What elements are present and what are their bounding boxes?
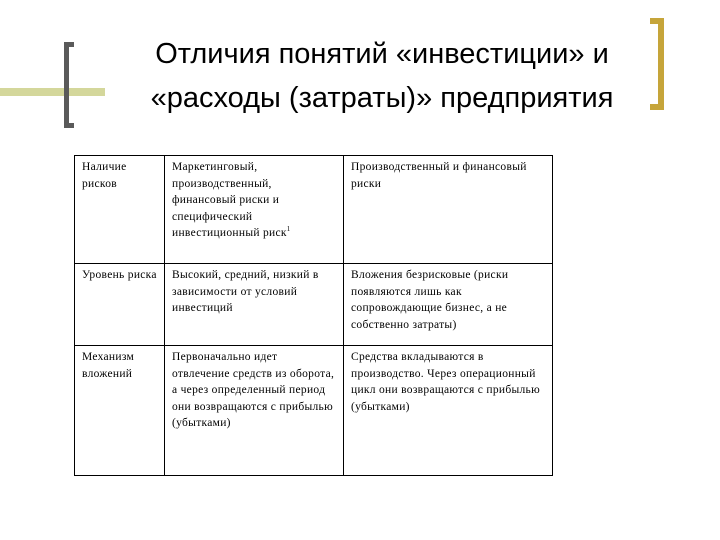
slide-title-line-1: Отличия понятий «инвестиции» и [155, 38, 609, 70]
expenses-cell: Средства вкладываются в производство. Через операционный цикл они возвращаются с прибылью (убытками) [344, 346, 553, 476]
expenses-cell: Производственный и финансовый риски [344, 156, 553, 264]
expenses-cell: Вложения безрисковые (риски появляются лишь как сопровождающие бизнес, а не собственно затраты) [344, 264, 553, 346]
left-bracket-decoration [64, 42, 74, 128]
investments-cell: Высокий, средний, низкий в зависимости от условий инвестиций [165, 264, 344, 346]
table-row [75, 346, 553, 476]
row-label-cell: Уровень риска [75, 264, 165, 346]
slide-title [92, 32, 672, 120]
investments-text: Маркетинговый, производственный, финансовый риски и специфический инвестиционный риск [172, 161, 287, 239]
row-label-cell: Наличие рисков [75, 156, 165, 264]
footnote-marker: 1 [286, 225, 291, 234]
row-label-cell: Механизм вложений [75, 346, 165, 476]
table-row [75, 264, 553, 346]
table-row [75, 156, 553, 264]
investments-cell: Первоначально идет отвлечение средств из оборота, а через определенный период они возвращаются с прибылью (убытками) [165, 346, 344, 476]
comparison-table [74, 155, 553, 476]
investments-cell [165, 156, 344, 264]
accent-bar [0, 88, 105, 96]
slide-title-line-2: «расходы (затраты)» предприятия [150, 82, 614, 114]
